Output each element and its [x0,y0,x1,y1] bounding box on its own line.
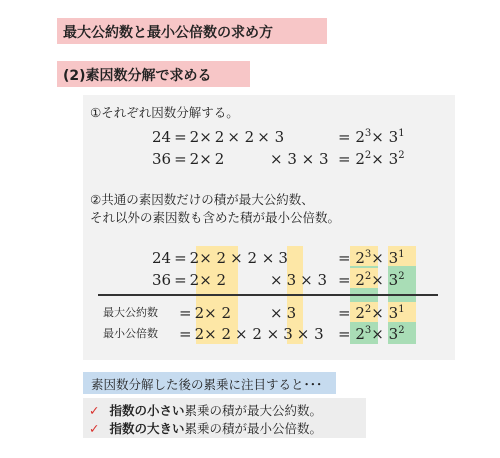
gcd-label: 最大公約数 [103,306,158,319]
block1-row-24: 24 = 2× 2 × 2 × 3 [152,128,285,146]
tips-box [83,398,366,438]
tip-text: 累乗の積が最大公約数。 [184,403,323,418]
tip-lcm [89,419,322,437]
block1-row-36-power: = $2^2\times 3^2$ [338,150,405,168]
note-text: 素因数分解した後の累乗に注目すると･･･ [91,377,323,392]
page-title: 最大公約数と最小公倍数の求め方 [63,25,273,41]
step2-text-line2: それ以外の素因数も含めた積が最小公倍数。 [90,210,341,225]
section-heading: (2)素因数分解で求める [63,68,212,84]
tip-text: 累乗の積が最小公倍数。 [184,421,323,436]
title-banner [57,18,327,44]
lcm-row: = 2× 2 × 2 × 3 × 3 [179,325,324,343]
gcd-row: = 2× 2 [179,304,232,322]
step1-text: ①それぞれ因数分解する。 [90,105,239,120]
note-banner [83,372,336,394]
gcd-row-power: = $2^2\times 3^1$ [338,304,405,322]
block1-row-36: 36 = 2× 2 [152,150,225,168]
tip-keyword: 指数の大きい [109,421,185,436]
tip-keyword: 指数の小さい [109,403,185,418]
step2-text-line1: ②共通の素因数だけの積が最大公約数、 [90,192,314,207]
check-icon: ✓ [89,421,100,436]
block2-row-36-power: = $2^2\times 3^2$ [338,271,405,289]
subtitle-banner [57,61,250,87]
block2-row-36-factors: × 3 × 3 [270,271,328,289]
block2-row-36: 36 = 2× 2 [152,271,227,289]
block1-row-36-factors: × 3 × 3 [270,150,329,168]
block2-row-24-power: = $2^3\times 3^1$ [338,249,405,267]
gcd-row-factors: × 3 [270,304,297,322]
tip-gcd [89,401,322,419]
divider-line [98,294,438,296]
check-icon: ✓ [89,403,100,418]
lcm-label: 最小公倍数 [103,327,158,340]
lcm-row-power: = $2^3\times 3^2$ [338,325,405,343]
block1-row-24-power: = $2^3\times 3^1$ [338,128,405,146]
block2-row-24: 24 = 2× 2 × 2 × 3 [152,249,288,267]
